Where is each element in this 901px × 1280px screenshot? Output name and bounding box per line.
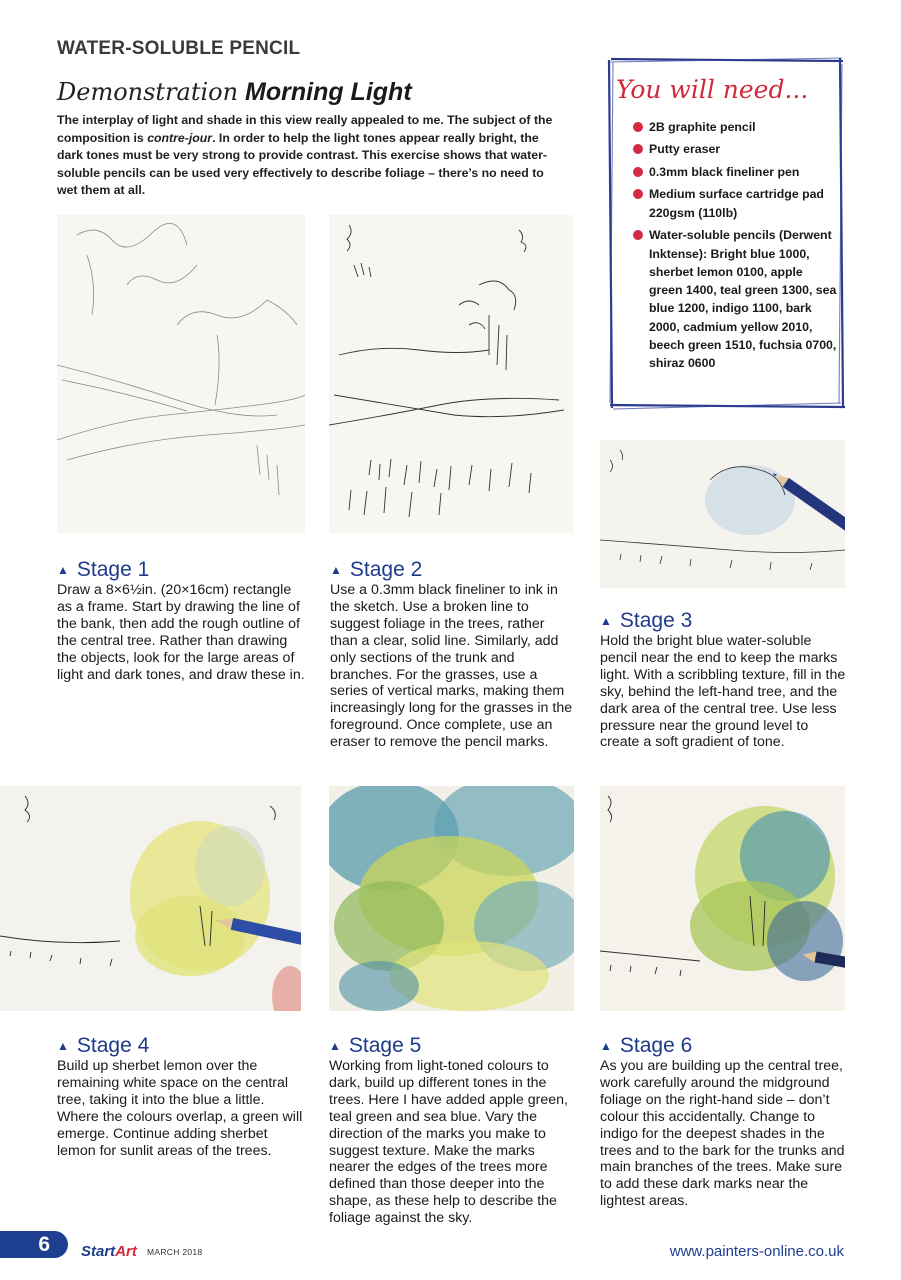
stage-3-body: Hold the bright blue water-soluble pencil near the end to keep the marks light. With a scribbling texture, fill in the sky, behind the left-hand tree, and the dark area of the central tree. Use less pressure near the ground level to create a soft gradient of tone. [600, 633, 846, 751]
stage-2-image [329, 215, 573, 533]
need-item: Putty eraser [633, 140, 838, 158]
stage-3-image [600, 440, 845, 588]
stage-5-image [329, 786, 574, 1011]
bullet-icon [633, 167, 643, 177]
stage-1-title: ▲ Stage 1 [57, 558, 150, 581]
triangle-icon: ▲ [329, 1039, 341, 1053]
triangle-icon: ▲ [600, 614, 612, 628]
bullet-icon [633, 144, 643, 154]
website-link[interactable]: www.painters-online.co.uk [669, 1243, 844, 1260]
page-number: 6 [0, 1231, 68, 1258]
stage-1 [57, 558, 307, 683]
intro-part2: . In order to help the light tones appear really bright, the dark tones must be very strong to provide contrast. This exercise shows that water-soluble pencils can be used very effectively to describe foliage – there’s no need to wet them at all. [57, 130, 547, 198]
section-label: WATER-SOLUBLE PENCIL [57, 38, 301, 59]
bullet-icon [633, 230, 643, 240]
need-item: Medium surface cartridge pad 220gsm (110lb) [633, 185, 838, 222]
stage-3-title: ▲ Stage 3 [600, 609, 693, 632]
title-script: Demonstration [57, 78, 239, 106]
stage-6-image [600, 786, 845, 1011]
stage-4 [57, 1034, 305, 1159]
page-title [57, 78, 412, 107]
stage-1-image [57, 215, 305, 533]
triangle-icon: ▲ [57, 563, 69, 577]
stage-1-body: Draw a 8×6½in. (20×16cm) rectangle as a frame. Start by drawing the line of the bank, then add the rough outline of the central tree. Rather than drawing the objects, look for the large areas of light and dark tones, and draw these in. [57, 582, 305, 683]
intro-part1: The interplay of light and shade in this view really appealed to me. The subject of the composition is [57, 113, 553, 145]
stage-4-image [0, 786, 301, 1011]
stage-4-body: Build up sherbet lemon over the remaining white space on the central tree, taking it into the blue a little. Where the colours overlap, a green will emerge. Continue adding sherbet lemon for sunlit areas of the trees. [57, 1058, 303, 1159]
stage-5-body: Working from light-toned colours to dark, build up different tones in the trees. Here I have added apple green, teal green and sea blue. Vary the direction of the marks you make to suggest texture. Make the marks nearer the edges of the trees more defined than those deeper into the shape, as these help to describe the foliage against the sky. [329, 1058, 568, 1227]
stage-2-body: Use a 0.3mm black fineliner to ink in the sketch. Use a broken line to suggest foliage in the trees, rather than a clear, solid line. Similarly, add only sections of the trunk and branches. For the grasses, use a series of vertical marks, making them increasingly long for the grasses in the foreground. Once complete, use an eraser to remove the pencil marks. [330, 582, 573, 751]
title-bold: Morning Light [245, 78, 412, 106]
brand-logo: StartArt [81, 1243, 137, 1260]
stage-2-title: ▲ Stage 2 [330, 558, 423, 581]
triangle-icon: ▲ [600, 1039, 612, 1053]
need-item: Water-soluble pencils (Derwent Inktense): Bright blue 1000, sherbet lemon 0100, apple green 1400, teal green 1300, sea blue 1200, indigo 1100, bark 2000, cadmium yellow 2010, beech green 1510, fuchsia 0700, shiraz 0600 [633, 226, 838, 372]
issue-date: MARCH 2018 [147, 1247, 203, 1257]
stage-5 [329, 1034, 575, 1227]
need-title: You will need... [616, 75, 809, 104]
bullet-icon [633, 122, 643, 132]
need-item: 2B graphite pencil [633, 118, 838, 136]
stage-5-title: ▲ Stage 5 [329, 1034, 422, 1057]
intro-emphasis: contre-jour [147, 130, 213, 145]
intro-paragraph [57, 112, 557, 200]
stage-6-body: As you are building up the central tree, work carefully around the midground foliage on the right-hand side – don’t colour this accidentally. Change to indigo for the deepest shades in the trees and to the bark for the trunks and main branches of the trees. Make sure to add these dark marks near the lightest areas. [600, 1058, 845, 1210]
stage-2 [330, 558, 576, 751]
triangle-icon: ▲ [330, 563, 342, 577]
need-item: 0.3mm black fineliner pen [633, 163, 838, 181]
need-list [633, 118, 838, 377]
stage-3 [600, 609, 848, 751]
stage-6-title: ▲ Stage 6 [600, 1034, 693, 1057]
bullet-icon [633, 189, 643, 199]
stage-4-title: ▲ Stage 4 [57, 1034, 150, 1057]
stage-6 [600, 1034, 846, 1210]
triangle-icon: ▲ [57, 1039, 69, 1053]
